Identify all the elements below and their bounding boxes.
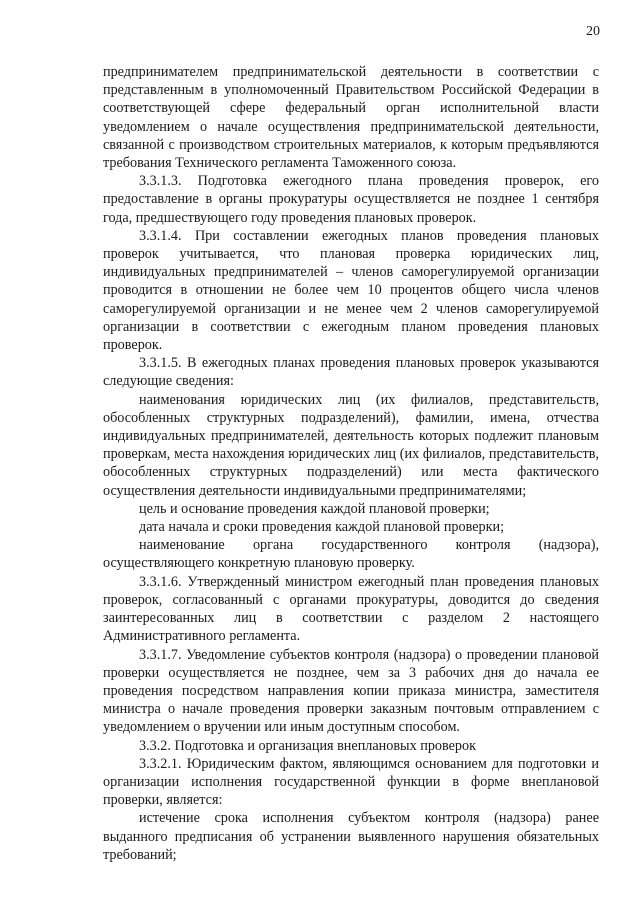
paragraph-3-3-1-7: 3.3.1.7. Уведомление субъектов контроля (надзора) о проведении плановой проверки осуществляется не позднее, чем за 3 рабочих дня до начала ее проведения посредством направления копии приказа министра, заместителя министра о начале проведения проверки заказным почтовым отправлением с уведомлением о вручении или иным доступным способом. <box>103 646 599 736</box>
page-number: 20 <box>586 24 600 39</box>
document-body <box>103 63 599 864</box>
paragraph-3-3-1-3: 3.3.1.3. Подготовка ежегодного плана проведения проверок, его предоставление в органы прокуратуры осуществляется не позднее 1 сентября года, предшествующего году проведения плановых проверок. <box>103 173 599 226</box>
list-item-authority: наименование органа государственного контроля (надзора), осуществляющего конкретную плановую проверку. <box>103 537 599 572</box>
paragraph-3-3-2-1: 3.3.2.1. Юридическим фактом, являющимся основанием для подготовки и организации исполнения государственной функции в форме внеплановой проверки, является: <box>103 755 599 809</box>
list-item-purpose: цель и основание проведения каждой плановой проверки; <box>139 500 490 517</box>
paragraph-continuation: предпринимателем предпринимательской деятельности в соответствии с представленным в уполномоченный Правительством Российской Федерации в соответствующей сфере федеральный орган исполнительной власти уведомлением о начале осуществления предпринимательской деятельности, связанной с производством строительных материалов, к которым предъявляются требования Технического регламента Таможенного союза. <box>103 64 599 172</box>
paragraph-3-3-1-5: 3.3.1.5. В ежегодных планах проведения плановых проверок указываются следующие сведения: <box>103 355 599 390</box>
list-item-dates: дата начала и сроки проведения каждой плановой проверки; <box>139 519 505 536</box>
list-item-names: наименования юридических лиц (их филиалов, представительств, обособленных структурных подразделений), фамилии, имена, отчества индивидуальных предпринимателей, деятельность которых подлежит плановым проверкам, места нахождения юридических лиц (их филиалов, представительств, обособленных структурных подразделений) или места фактического осуществления деятельности индивидуальными предпринимателями; <box>103 391 599 499</box>
list-item-expiry: истечение срока исполнения субъектом контроля (надзора) ранее выданного предписания об устранении выявленного нарушения обязательных требований; <box>103 810 599 863</box>
paragraph-3-3-1-4: 3.3.1.4. При составлении ежегодных планов проведения плановых проверок учитывается, что плановая проверка юридических лиц, индивидуальных предпринимателей – членов саморегулируемой организации проводится в отношении не более чем 10 процентов общего числа членов саморегулируемой организации и не менее чем 2 членов саморегулируемой организации в соответствии с ежегодным планом проведения плановых проверок. <box>103 227 599 354</box>
paragraph-3-3-1-6: 3.3.1.6. Утвержденный министром ежегодный план проведения плановых проверок, согласованный с органами прокуратуры, доводится до сведения заинтересованных лиц в соответствии с разделом 2 настоящего Административного регламента. <box>103 573 599 645</box>
section-heading-3-3-2: 3.3.2. Подготовка и организация внеплановых проверок <box>139 737 476 754</box>
